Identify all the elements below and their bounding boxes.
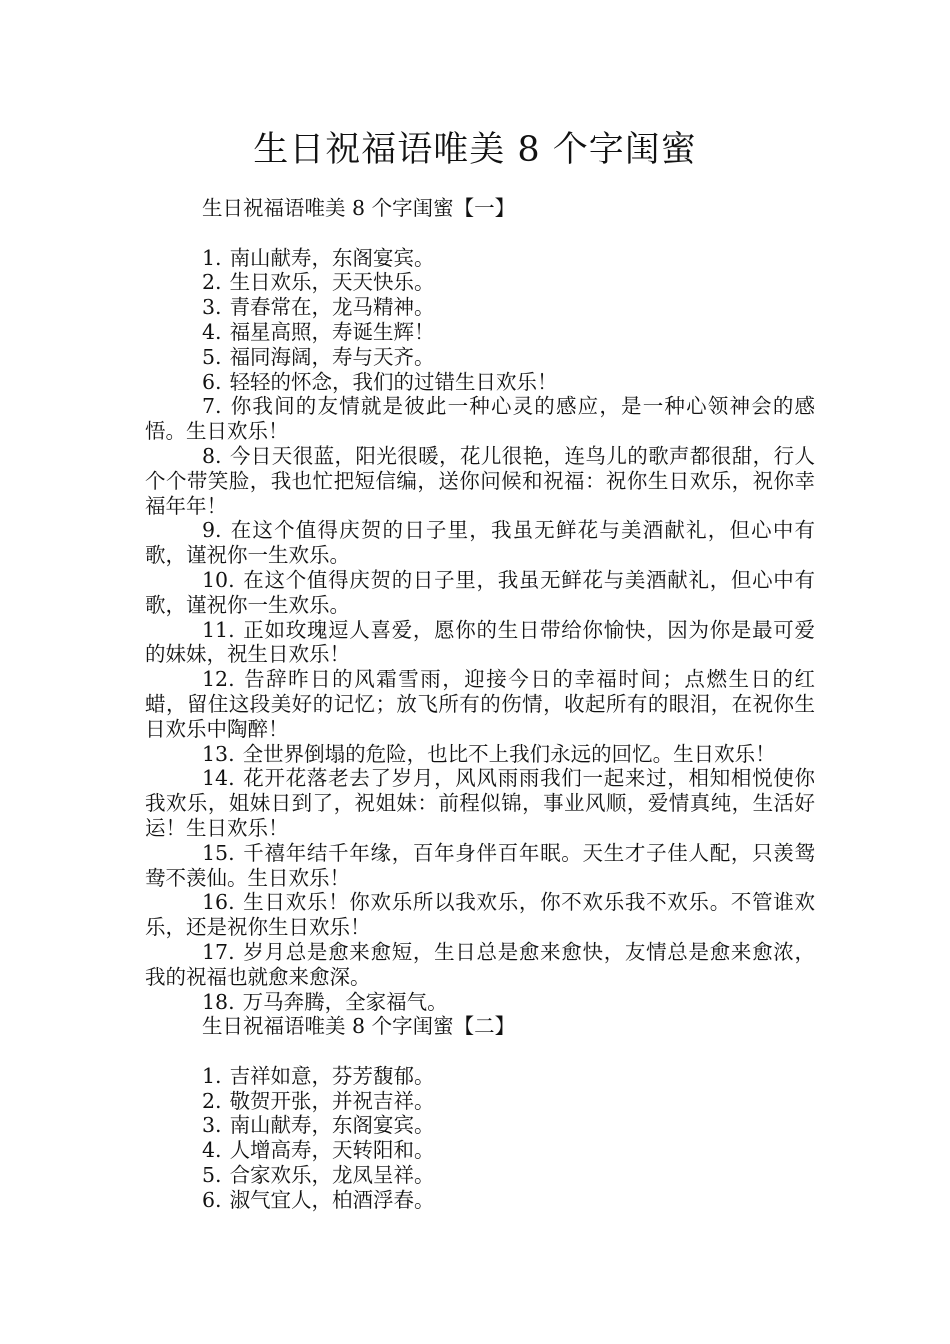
list-item: 3. 青春常在，龙马精神。 — [202, 295, 435, 320]
list-item: 5. 合家欢乐，龙凤呈祥。 — [202, 1163, 435, 1188]
list-item: 14. 花开花落老去了岁月，风风雨雨我们一起来过，相知相悦使你我欢乐，姐妹日到了，祝姐妹：前程似锦，事业风顺，爱情真纯，生活好运！生日欢乐！ — [145, 766, 815, 840]
list-item: 4. 人增高寿，天转阳和。 — [202, 1138, 435, 1163]
list-item: 9. 在这个值得庆贺的日子里，我虽无鲜花与美酒献礼，但心中有歌，谨祝你一生欢乐。 — [145, 518, 815, 568]
list-item: 10. 在这个值得庆贺的日子里，我虽无鲜花与美酒献礼，但心中有歌，谨祝你一生欢乐。 — [145, 567, 815, 617]
list-item: 18. 万马奔腾，全家福气。 — [202, 989, 448, 1014]
list-item: 8. 今日天很蓝，阳光很暖，花儿很艳，连鸟儿的歌声都很甜，行人个个带笑脸，我也忙把短信编，送你问候和祝福：祝你生日欢乐，祝你幸福年年！ — [145, 443, 815, 518]
list-item: 11. 正如玫瑰逗人喜爱，愿你的生日带给你愉快，因为你是最可爱的妹妹，祝生日欢乐！ — [145, 617, 815, 667]
section-2-list — [145, 1064, 815, 1213]
list-item: 4. 福星高照，寿诞生辉！ — [202, 319, 435, 344]
list-item: 12. 告辞昨日的风霜雪雨，迎接今日的幸福时间；点燃生日的红蜡，留住这段美好的记忆；放飞所有的伤情，收起所有的眼泪，在祝你生日欢乐中陶醉！ — [145, 667, 815, 741]
list-item: 1. 南山献寿，东阁宴宾。 — [202, 245, 435, 270]
document-body — [145, 196, 815, 1213]
section-1-list — [145, 246, 815, 1015]
list-item: 3. 南山献寿，东阁宴宾。 — [202, 1113, 435, 1138]
list-item: 6. 轻轻的怀念，我们的过错生日欢乐！ — [202, 369, 558, 394]
blank-line — [145, 221, 815, 246]
blank-line — [145, 1039, 815, 1064]
list-item: 16. 生日欢乐！你欢乐所以我欢乐，你不欢乐我不欢乐。不管谁欢乐，还是祝你生日欢乐！ — [145, 890, 815, 940]
list-item: 17. 岁月总是愈来愈短，生日总是愈来愈快，友情总是愈来愈浓，我的祝福也就愈来愈深。 — [145, 939, 815, 989]
list-item: 7. 你我间的友情就是彼此一种心灵的感应，是一种心领神会的感悟。生日欢乐！ — [145, 394, 815, 444]
list-item: 2. 敬贺开张，并祝吉祥。 — [202, 1088, 435, 1113]
list-item: 1. 吉祥如意，芬芳馥郁。 — [202, 1063, 435, 1088]
list-item: 6. 淑气宜人，柏酒浮春。 — [202, 1187, 435, 1212]
list-item: 5. 福同海阔，寿与天齐。 — [202, 344, 435, 369]
section-heading-2: 生日祝福语唯美 8 个字闺蜜【二】 — [202, 1014, 516, 1039]
document-title: 生日祝福语唯美 8 个字闺蜜 — [253, 130, 697, 170]
list-item: 13. 全世界倒塌的危险，也比不上我们永远的回忆。生日欢乐！ — [202, 741, 776, 766]
list-item: 2. 生日欢乐，天天快乐。 — [202, 270, 435, 295]
list-item: 15. 千禧年结千年缘，百年身伴百年眠。天生才子佳人配，只羡鸳鸯不羡仙。生日欢乐！ — [145, 840, 815, 890]
section-heading-1: 生日祝福语唯美 8 个字闺蜜【一】 — [202, 196, 516, 220]
